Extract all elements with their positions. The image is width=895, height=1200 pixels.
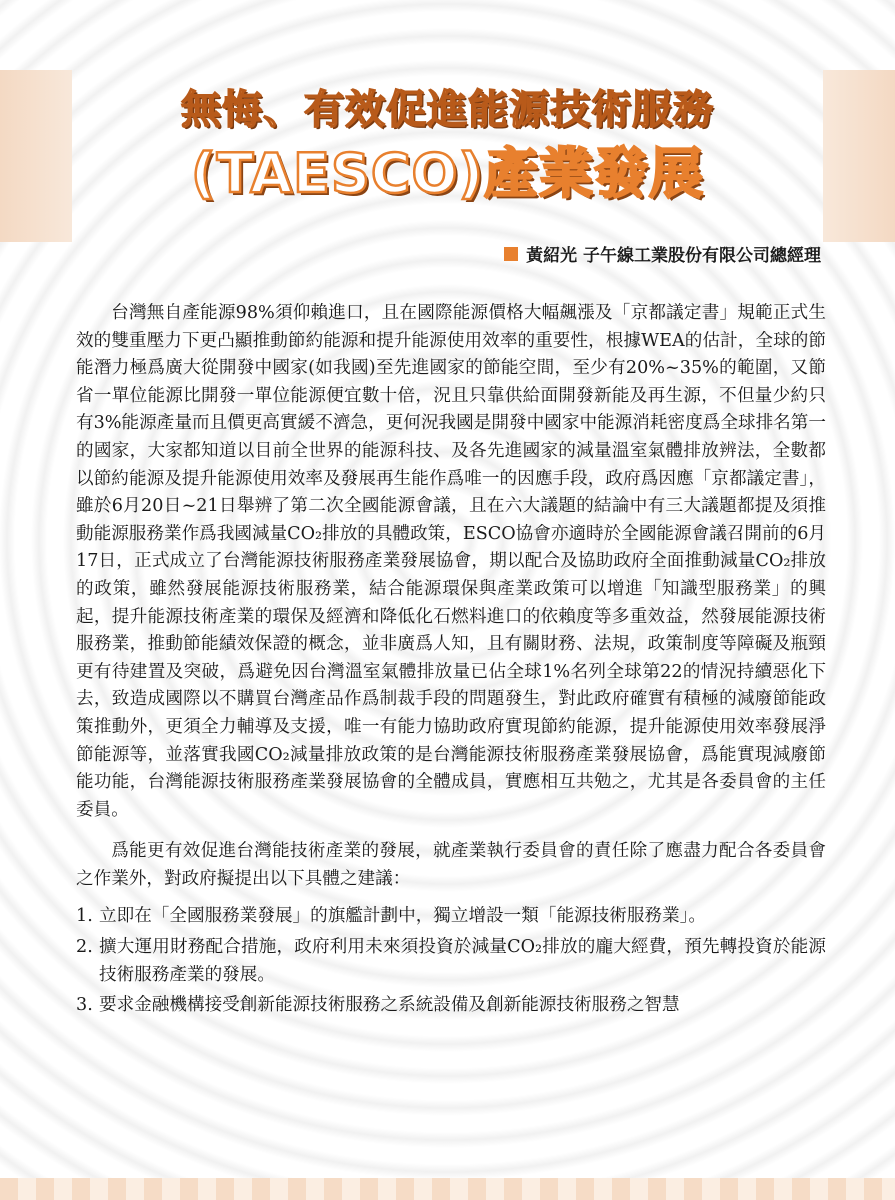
article-title bbox=[0, 82, 895, 210]
article-body bbox=[76, 300, 826, 1020]
square-bullet-icon bbox=[504, 247, 518, 261]
recommendation-list bbox=[76, 903, 826, 1019]
author-byline bbox=[504, 241, 821, 266]
list-item-text: 立即在「全國服務業發展」的旗艦計劃中，獨立增設一類「能源技術服務業」。 bbox=[99, 906, 706, 927]
list-item bbox=[76, 903, 826, 931]
list-item-number: 3. bbox=[76, 995, 93, 1016]
list-item-text: 要求金融機構接受創新能源技術服務之系統設備及創新能源技術服務之智慧 bbox=[99, 995, 680, 1016]
body-paragraph-1: 台灣無自產能源98%須仰賴進口，且在國際能源價格大幅飆漲及「京都議定書」規範正式生效的雙重壓力下更凸顯推動節約能源和提升能源使用效率的重要性，根據WEA的估計，全球的節能潛力極爲廣大從開發中國家(如我國)至先進國家的節能空間，至少有20%~35%的範圍，又節省一單位能源比開發一單位能源便宜數十倍，況且只靠供給面開發新能及再生源，不但量少約只有3%能源產量而且價更高實緩不濟急，更何況我國是開發中國家中能源消耗密度爲全球排名第一的國家，大家都知道以目前全世界的能源科技、及各先進國家的減量溫室氣體排放辨法，全數都以節約能源及提升能源使用效率及發展再生能作爲唯一的因應手段，政府爲因應「京都議定書」，雖於6月20日~21日舉辨了第二次全國能源會議，且在六大議題的結論中有三大議題都提及須推動能源服務業作爲我國減量CO₂排放的具體政策，ESCO協會亦適時於全國能源會議召開前的6月17日，正式成立了台灣能源技術服務產業發展協會，期以配合及協助政府全面推動減量CO₂排放的政策，雖然發展能源技術服務業，結合能源環保與產業政策可以增進「知識型服務業」的興起，提升能源技術產業的環保及經濟和降低化石燃料進口的依賴度等多重效益，然發展能源技術服務業，推動節能績效保證的概念，並非廣爲人知，且有關財務、法規，政策制度等障礙及瓶頸更有待建置及突破，爲避免因台灣溫室氣體排放量已佔全球1%名列全球第22的情況持續惡化下去，致造成國際以不購買台灣產品作爲制裁手段的問題發生，對此政府確實有積極的減廢節能政策推動外，更須全力輔導及支援，唯一有能力協助政府實現節約能源，提升能源使用效率發展淨節能源等，並落實我國CO₂減量排放政策的是台灣能源技術服務產業發展協會，爲能實現減廢節能功能，台灣能源技術服務產業發展協會的全體成員，實應相互共勉之，尤其是各委員會的主任委員。 bbox=[76, 303, 826, 820]
list-item bbox=[76, 992, 826, 1020]
title-line-1: 無悔、有效促進能源技術服務 bbox=[181, 87, 714, 133]
list-item-text: 擴大運用財務配合措施，政府利用未來須投資於減量CO₂排放的龐大經費，預先轉投資於能源技術服務產業的發展。 bbox=[99, 937, 826, 985]
author-text: 黃紹光 子午線工業股份有限公司總經理 bbox=[526, 246, 821, 266]
body-paragraph-2: 爲能更有效促進台灣能技術產業的發展，就產業執行委員會的責任除了應盡力配合各委員會之作業外，對政府擬提出以下具體之建議： bbox=[76, 841, 826, 889]
list-item-number: 1. bbox=[76, 906, 93, 927]
title-line-2: (TAESCO)產業發展 bbox=[190, 142, 705, 205]
bottom-decor-band bbox=[0, 1178, 895, 1200]
list-item bbox=[76, 934, 826, 989]
list-item-number: 2. bbox=[76, 937, 93, 958]
